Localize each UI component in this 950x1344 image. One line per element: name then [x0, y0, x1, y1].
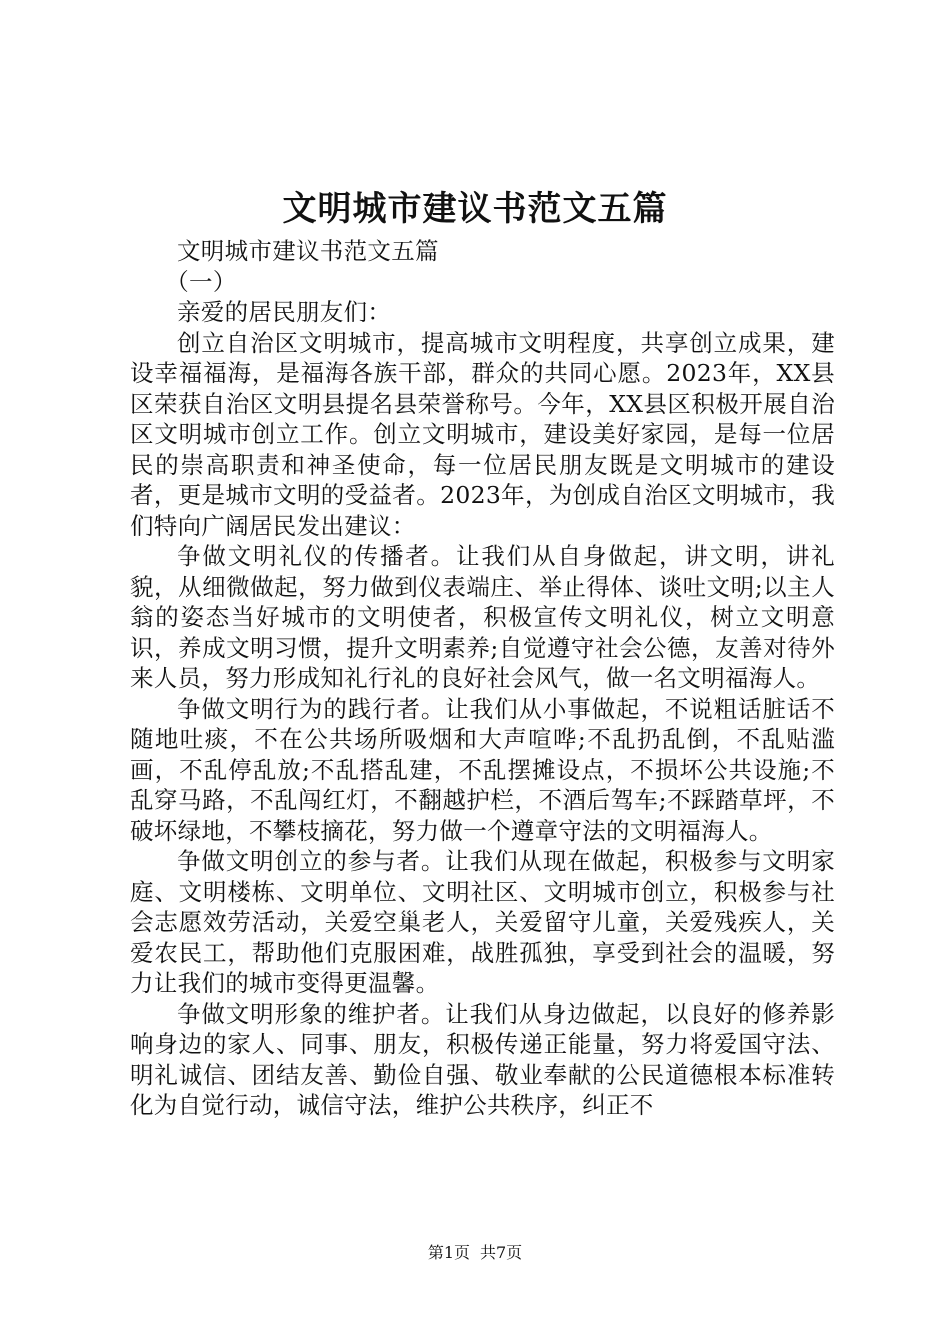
- paragraph: 争做文明行为的践行者。让我们从小事做起，不说粗话脏话不随地吐痰，不在公共场所吸烟和大声喧哗;不乱扔乱倒，不乱贴滥画，不乱停乱放;不乱搭乱建，不乱摆摊设点，不损坏公共设施;不乱穿马路，不乱闯红灯，不翻越护栏，不酒后驾车;不踩踏草坪，不破坏绿地，不攀枝摘花，努力做一个遵章守法的文明福海人。: [130, 694, 835, 845]
- page-number: 第1页: [427, 1243, 470, 1262]
- paragraph: 争做文明创立的参与者。让我们从现在做起，积极参与文明家庭、文明楼栋、文明单位、文明社区、文明城市创立，积极参与社会志愿效劳活动，关爱空巢老人，关爱留守儿童，关爱残疾人，关爱农民工，帮助他们克服困难，战胜孤独，享受到社会的温暖，努力让我们的城市变得更温馨。: [130, 847, 835, 997]
- greeting: 亲爱的居民朋友们：: [177, 298, 392, 326]
- section-number: （一）: [165, 267, 237, 296]
- page-footer: [0, 1242, 950, 1264]
- paragraph: 争做文明礼仪的传播者。让我们从自身做起，讲文明，讲礼貌，从细微做起，努力做到仪表端庄、举止得体、谈吐文明;以主人翁的姿态当好城市的文明使者，积极宣传文明礼仪，树立文明意识，养成文明习惯，提升文明素养;自觉遵守社会公德，友善对待外来人员，努力形成知礼行礼的良好社会风气，做一名文明福海人。: [130, 542, 835, 692]
- document-body: [130, 236, 835, 1121]
- subtitle: 文明城市建议书范文五篇: [177, 237, 439, 265]
- paragraph: 创立自治区文明城市，提高城市文明程度，共享创立成果，建设幸福福海，是福海各族干部，群众的共同心愿。2023年，XX县区荣获自治区文明县提名县荣誉称号。今年，XX县区积极开展自治区文明城市创立工作。创立文明城市，建设美好家园，是每一位居民的崇高职责和神圣使命，每一位居民朋友既是文明城市的建设者，更是城市文明的受益者。2023年，为创成自治区文明城市，我们特向广阔居民发出建议：: [130, 328, 835, 540]
- paragraph: 争做文明形象的维护者。让我们从身边做起，以良好的修养影响身边的家人、同事、朋友，积极传递正能量，努力将爱国守法、明礼诚信、团结友善、勤俭自强、敬业奉献的公民道德根本标准转化为自觉行动，诚信守法，维护公共秩序，纠正不: [130, 999, 835, 1119]
- document-title: 文明城市建议书范文五篇: [282, 189, 668, 229]
- page-total: 共7页: [480, 1243, 523, 1262]
